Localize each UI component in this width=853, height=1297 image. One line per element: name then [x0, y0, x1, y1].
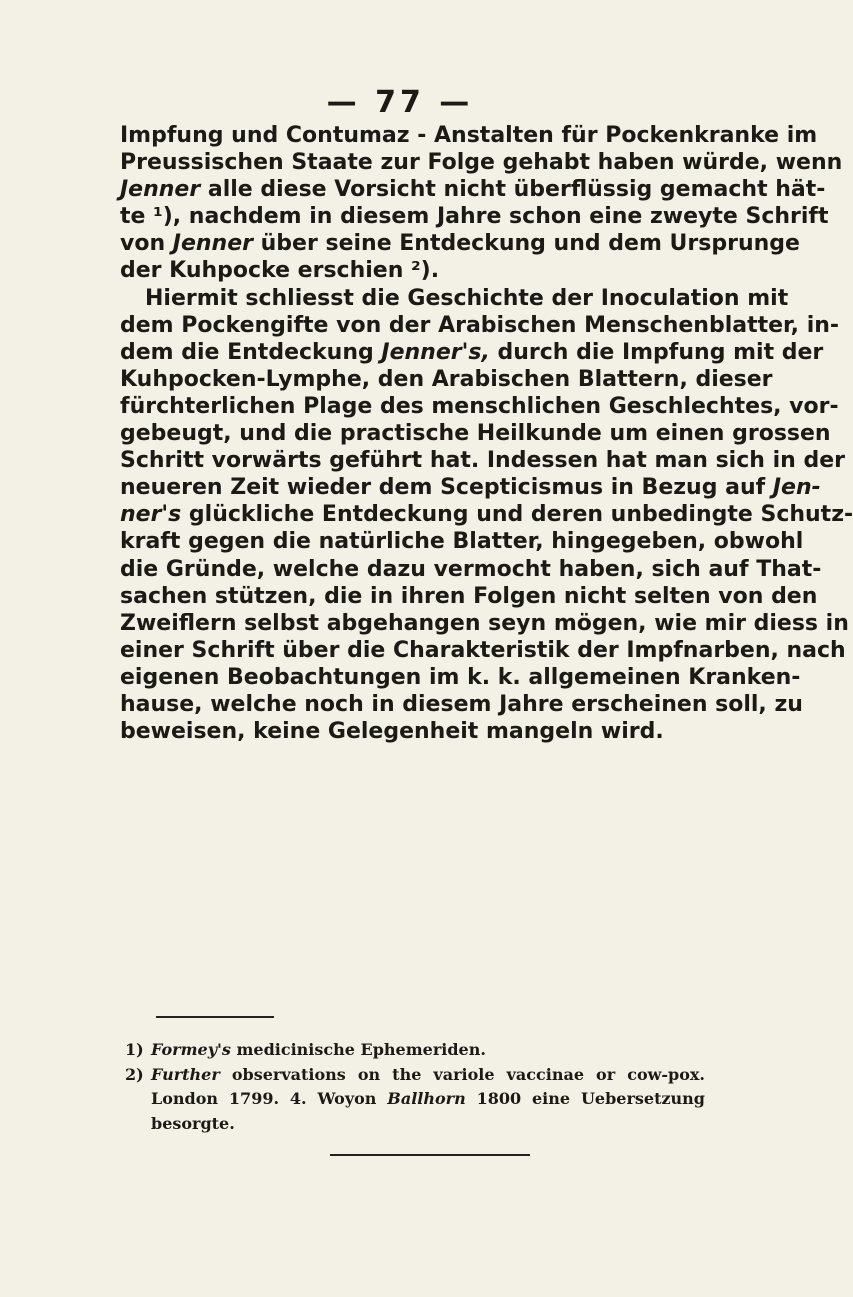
text-line: dem die Entdeckung Jenner's, durch die Impfung mit der: [120, 339, 824, 365]
footnote-2: 2) Further observations on the variole vaccinae or cow-pox.: [125, 1064, 705, 1084]
footnotes: [125, 1038, 705, 1136]
author-name: Jenner: [172, 231, 253, 257]
body-text: [120, 122, 853, 745]
text-line: te ¹), nachdem in diesem Jahre schon eine zweyte Schrift: [120, 204, 829, 230]
text-line: Zweiflern selbst abgehangen seyn mögen, wie mir diess in: [120, 610, 849, 636]
text-line: der Kuhpocke erschien ²).: [120, 258, 440, 284]
text-line: neueren Zeit wieder dem Scepticismus in Bezug auf Jen-: [120, 475, 821, 501]
text-line: Kuhpocken-Lymphe, den Arabischen Blattern, dieser: [120, 366, 773, 392]
text-line: ner's glückliche Entdeckung und deren unbedingte Schutz-: [120, 502, 853, 528]
footnote-separator: [156, 1016, 274, 1018]
author-name: Formey's: [151, 1040, 231, 1059]
author-name: Jen-: [772, 475, 821, 501]
text-line: kraft gegen die natürliche Blatter, hingegeben, obwohl: [120, 529, 804, 555]
text-line: die Gründe, welche dazu vermocht haben, sich auf That-: [120, 556, 822, 582]
author-name: Ballhorn: [387, 1089, 466, 1108]
text-line: Preussischen Staate zur Folge gehabt haben würde, wenn: [120, 150, 843, 176]
text-line: Jenner alle diese Vorsicht nicht überflüssig gemacht hät-: [120, 177, 826, 203]
text-line: Impfung und Contumaz - Anstalten für Pockenkranke im: [120, 123, 818, 148]
text-line: beweisen, keine Gelegenheit mangeln wird.: [120, 719, 664, 745]
text-line: eigenen Beobachtungen im k. k. allgemeinen Kranken-: [120, 664, 801, 690]
author-name: Jenner: [120, 177, 201, 203]
text-line: sachen stützen, die in ihren Folgen nicht selten von den: [120, 583, 818, 609]
text-line: dem Pockengifte von der Arabischen Menschenblatter, in-: [120, 312, 840, 338]
text-line: gebeugt, und die practische Heilkunde um einen grossen: [120, 421, 831, 447]
author-name: Further: [151, 1064, 220, 1084]
page-number: — 77 —: [326, 85, 474, 120]
author-name: Jenner's,: [381, 339, 490, 365]
bottom-rule: [330, 1154, 530, 1156]
footnote-2-continuation: London 1799. 4. Woyon Ballhorn 1800 eine Uebersetzung: [151, 1089, 705, 1108]
text-line: Schritt vorwärts geführt hat. Indessen hat man sich in der: [120, 448, 845, 474]
text-line: Hiermit schliesst die Geschichte der Inoculation mit: [145, 285, 789, 311]
footnote-2-continuation: besorgte.: [151, 1113, 235, 1133]
text-line: hause, welche noch in diesem Jahre erscheinen soll, zu: [120, 691, 803, 717]
author-name: ner's: [120, 502, 182, 528]
text-line: von Jenner über seine Entdeckung und dem Ursprunge: [120, 231, 800, 257]
footnote-1: 1) Formey's medicinische Ephemeriden.: [125, 1040, 486, 1059]
text-line: einer Schrift über die Charakteristik der Impfnarben, nach: [120, 637, 846, 663]
text-line: fürchterlichen Plage des menschlichen Geschlechtes, vor-: [120, 393, 839, 419]
